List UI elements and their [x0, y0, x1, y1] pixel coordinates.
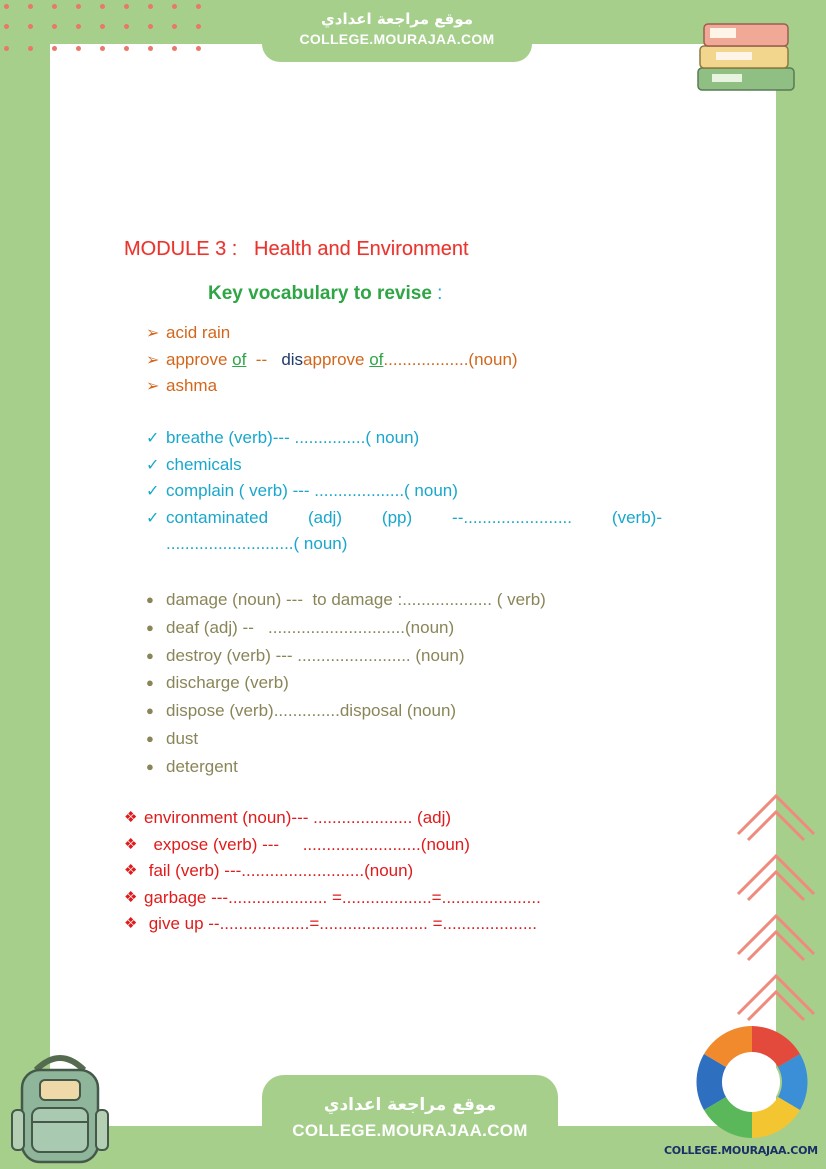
term-preposition: of — [369, 349, 384, 369]
diamond-bullet-icon: ❖ — [124, 835, 138, 853]
list-item — [146, 481, 458, 508]
term-part: -- — [246, 349, 282, 369]
check-list — [146, 428, 662, 560]
term-part: approve — [303, 349, 370, 369]
header-site-link[interactable]: COLLEGE.MOURAJAA.COM — [299, 31, 495, 47]
diamond-bullet-icon: ❖ — [124, 915, 138, 932]
list-item — [146, 323, 231, 350]
vocab-term: dispose (verb)..............disposal (noun) — [166, 701, 457, 721]
vocab-term: acid rain — [166, 323, 231, 342]
arrow-bullet-icon: ➢ — [146, 351, 160, 369]
subtitle-text: Key vocabulary to revise — [208, 283, 438, 304]
term-continuation: ...........................( noun) — [166, 533, 348, 553]
list-item — [146, 376, 218, 403]
term-prefix: dis — [281, 349, 304, 369]
vocab-term — [166, 350, 518, 370]
subtitle — [208, 283, 442, 305]
vocab-term — [166, 508, 662, 528]
vocab-term: damage (noun) --- to damage :................... ( verb) — [166, 590, 546, 609]
vocab-term: fail (verb) ---..........................(noun) — [144, 861, 414, 880]
arrow-bullet-icon: ➢ — [146, 325, 160, 342]
vocab-term: discharge (verb) — [166, 673, 289, 693]
vocab-term: environment (noun)--- ..................... (adj) — [144, 808, 452, 827]
header-arabic-text: موقع مراجعة اعدادي — [321, 10, 473, 28]
vocab-term: give up --...................=....................... =.................... — [144, 914, 538, 933]
check-icon: ✓ — [146, 483, 160, 500]
term-part: (adj) — [307, 507, 342, 527]
vocab-term: expose (verb) --- .........................(noun) — [144, 834, 470, 854]
bullet-dot-icon: ● — [146, 647, 154, 663]
term-part: (verb)- — [611, 507, 662, 527]
bullet-dot-icon: ● — [146, 675, 154, 691]
arrow-list — [146, 323, 518, 403]
bullet-dot-icon: ● — [146, 703, 154, 719]
diamond-bullet-icon: ❖ — [124, 809, 138, 826]
term-blank: ..................(noun) — [383, 349, 518, 369]
logo-caption: COLLEGE.MOURAJAA.COM — [664, 1144, 818, 1157]
vocab-term: breathe (verb)--- ...............( noun) — [166, 428, 420, 447]
vocab-term: destroy (verb) --- ........................ (noun) — [166, 645, 465, 665]
bullet-dot-icon: ● — [146, 592, 154, 607]
vocab-term: dust — [166, 728, 199, 748]
footer-site-link[interactable]: COLLEGE.MOURAJAA.COM — [292, 1121, 528, 1140]
list-item — [146, 507, 662, 560]
check-icon: ✓ — [146, 456, 160, 474]
bullet-dot-icon: ● — [146, 758, 154, 774]
diamond-bullet-icon: ❖ — [124, 888, 138, 906]
vocab-term: detergent — [166, 756, 238, 776]
footer-arabic-text: موقع مراجعة اعدادي — [323, 1095, 497, 1115]
list-item — [146, 454, 242, 482]
check-icon: ✓ — [146, 509, 160, 527]
list-item — [146, 349, 518, 377]
term-part: contaminated — [166, 507, 269, 527]
bullet-dot-icon: ● — [146, 619, 154, 635]
module-title: MODULE 3 : Health and Environment — [124, 238, 469, 260]
check-icon: ✓ — [146, 430, 160, 447]
list-item — [146, 428, 420, 455]
vocab-term: chemicals — [166, 454, 242, 474]
term-part: approve — [166, 349, 233, 369]
vocab-term: ashma — [166, 376, 218, 395]
term-part: (pp) — [381, 507, 413, 527]
subtitle-colon: : — [437, 283, 443, 304]
diamond-bullet-icon: ❖ — [124, 862, 138, 879]
bullet-dot-icon: ● — [146, 730, 154, 746]
term-blank: --....................... — [452, 507, 573, 527]
vocab-term: deaf (adj) -- .............................(noun) — [166, 617, 455, 637]
vocab-term: garbage ---..................... =...................=..................... — [144, 887, 541, 907]
arrow-bullet-icon: ➢ — [146, 378, 160, 395]
term-preposition: of — [232, 349, 247, 369]
vocab-term: complain ( verb) --- ...................( noun) — [166, 481, 458, 500]
